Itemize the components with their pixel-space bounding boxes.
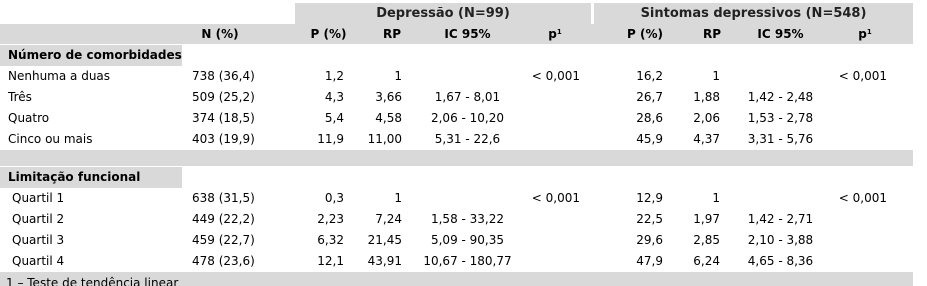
cell-dep-rp: 7,24 <box>375 212 402 226</box>
cell-dep-pval: < 0,001 <box>531 191 580 205</box>
cell-dep-p: 4,3 <box>324 90 344 104</box>
table-row <box>0 108 927 129</box>
col-header-sin-ic: IC 95% <box>757 27 804 41</box>
row-label: Quartil 3 <box>12 233 65 247</box>
row-label: Cinco ou mais <box>8 132 93 146</box>
cell-dep-p: 2,23 <box>317 212 344 226</box>
cell-dep-rp: 3,66 <box>375 90 402 104</box>
section-header-row <box>0 45 927 66</box>
col-header-sin-pval: $p^1$ <box>858 27 872 41</box>
cell-dep-rp: 1 <box>394 191 402 205</box>
group-header-depressao: Depressão (N=99) <box>376 6 510 21</box>
cell-dep-pval <box>510 87 580 108</box>
cell-dep-ic <box>420 66 515 87</box>
cell-sin-p: 12,9 <box>636 191 663 205</box>
table-row <box>0 188 927 209</box>
cell-sin-rp: 6,24 <box>693 254 720 268</box>
cell-dep-pval <box>510 129 580 150</box>
cell-sin-p: 45,9 <box>636 132 663 146</box>
cell-sin-rp: 1 <box>712 191 720 205</box>
col-header-n: N (%) <box>201 27 239 41</box>
footnote-text: 1 – Teste de tendência linear <box>6 276 179 286</box>
cell-sin-rp: 1 <box>712 69 720 83</box>
cell-dep-rp: 11,00 <box>367 132 402 146</box>
cell-sin-pval <box>815 87 887 108</box>
row-label: Quartil 1 <box>12 191 65 205</box>
col-header-sin-p: P (%) <box>627 27 663 41</box>
cell-sin-ic: 3,31 - 5,76 <box>747 132 814 146</box>
cell-sin-p: 29,6 <box>636 233 663 247</box>
cell-sin-rp: 1,88 <box>693 90 720 104</box>
col-header-dep-ic: IC 95% <box>444 27 491 41</box>
table-row <box>0 66 927 87</box>
cell-dep-ic: 5,09 - 90,35 <box>430 233 505 247</box>
cell-n: 638 (31,5) <box>192 191 255 205</box>
cell-sin-ic: 1,42 - 2,71 <box>747 212 814 226</box>
cell-dep-p: 12,1 <box>317 254 344 268</box>
cell-sin-ic <box>738 188 823 209</box>
cell-dep-pval <box>510 108 580 129</box>
cell-dep-p: 6,32 <box>317 233 344 247</box>
row-label: Quartil 4 <box>12 254 65 268</box>
cell-dep-pval: < 0,001 <box>531 69 580 83</box>
row-label: Nenhuma a duas <box>8 69 111 83</box>
col-header-dep-p: P (%) <box>310 27 347 41</box>
cell-sin-p: 16,2 <box>636 69 663 83</box>
cell-sin-p: 26,7 <box>636 90 663 104</box>
cell-sin-ic: 1,42 - 2,48 <box>747 90 814 104</box>
cell-sin-pval <box>815 108 887 129</box>
cell-sin-rp: 2,06 <box>693 111 720 125</box>
row-label: Quatro <box>8 111 50 125</box>
cell-sin-pval <box>815 129 887 150</box>
cell-dep-pval <box>510 209 580 230</box>
section-header-row <box>0 167 927 188</box>
footnote <box>0 272 913 286</box>
cell-n: 509 (25,2) <box>192 90 255 104</box>
cell-sin-ic: 2,10 - 3,88 <box>747 233 814 247</box>
cell-n: 738 (36,4) <box>192 69 255 83</box>
cell-sin-rp: 2,85 <box>693 233 720 247</box>
cell-sin-pval <box>815 209 887 230</box>
row-label: Três <box>8 90 32 104</box>
table-row <box>0 129 927 150</box>
table-row <box>0 251 927 272</box>
cell-sin-pval: < 0,001 <box>838 69 887 83</box>
separator-band <box>0 150 913 166</box>
col-header-dep-pval: $p^1$ <box>548 27 562 41</box>
section-title: Número de comorbidades <box>0 45 182 66</box>
cell-sin-rp: 1,97 <box>693 212 720 226</box>
cell-dep-p: 5,4 <box>324 111 344 125</box>
row-label: Quartil 2 <box>12 212 65 226</box>
cell-sin-ic <box>738 66 823 87</box>
cell-sin-rp: 4,37 <box>693 132 720 146</box>
cell-sin-pval: < 0,001 <box>838 191 887 205</box>
cell-dep-ic: 10,67 - 180,77 <box>423 254 512 268</box>
cell-dep-p: 1,2 <box>324 69 344 83</box>
table-row <box>0 87 927 108</box>
cell-n: 449 (22,2) <box>192 212 255 226</box>
cell-sin-ic: 1,53 - 2,78 <box>747 111 814 125</box>
column-header-row <box>0 24 913 44</box>
cell-dep-pval <box>510 230 580 251</box>
cell-dep-ic: 5,31 - 22,6 <box>434 132 501 146</box>
cell-n: 459 (22,7) <box>192 233 255 247</box>
table-row <box>0 230 927 251</box>
cell-dep-rp: 43,91 <box>367 254 402 268</box>
cell-sin-p: 47,9 <box>636 254 663 268</box>
cell-sin-ic: 4,65 - 8,36 <box>747 254 814 268</box>
col-header-dep-rp: RP <box>382 27 402 41</box>
section-title: Limitação funcional <box>0 167 182 188</box>
cell-dep-rp: 1 <box>394 69 402 83</box>
cell-n: 403 (19,9) <box>192 132 255 146</box>
cell-sin-pval <box>815 251 887 272</box>
table-row <box>0 209 927 230</box>
cell-dep-ic: 1,67 - 8,01 <box>434 90 501 104</box>
cell-dep-p: 0,3 <box>324 191 344 205</box>
cell-dep-p: 11,9 <box>317 132 344 146</box>
cell-sin-p: 28,6 <box>636 111 663 125</box>
cell-dep-rp: 4,58 <box>375 111 402 125</box>
group-header-sintomas: Sintomas depressivos (N=548) <box>640 6 867 21</box>
col-header-sin-rp: RP <box>702 27 722 41</box>
cell-n: 478 (23,6) <box>192 254 255 268</box>
cell-sin-pval <box>815 230 887 251</box>
cell-sin-p: 22,5 <box>636 212 663 226</box>
cell-dep-rp: 21,45 <box>367 233 402 247</box>
cell-dep-ic <box>420 188 515 209</box>
cell-dep-ic: 1,58 - 33,22 <box>430 212 505 226</box>
cell-n: 374 (18,5) <box>192 111 255 125</box>
cell-dep-pval <box>510 251 580 272</box>
cell-dep-ic: 2,06 - 10,20 <box>430 111 505 125</box>
